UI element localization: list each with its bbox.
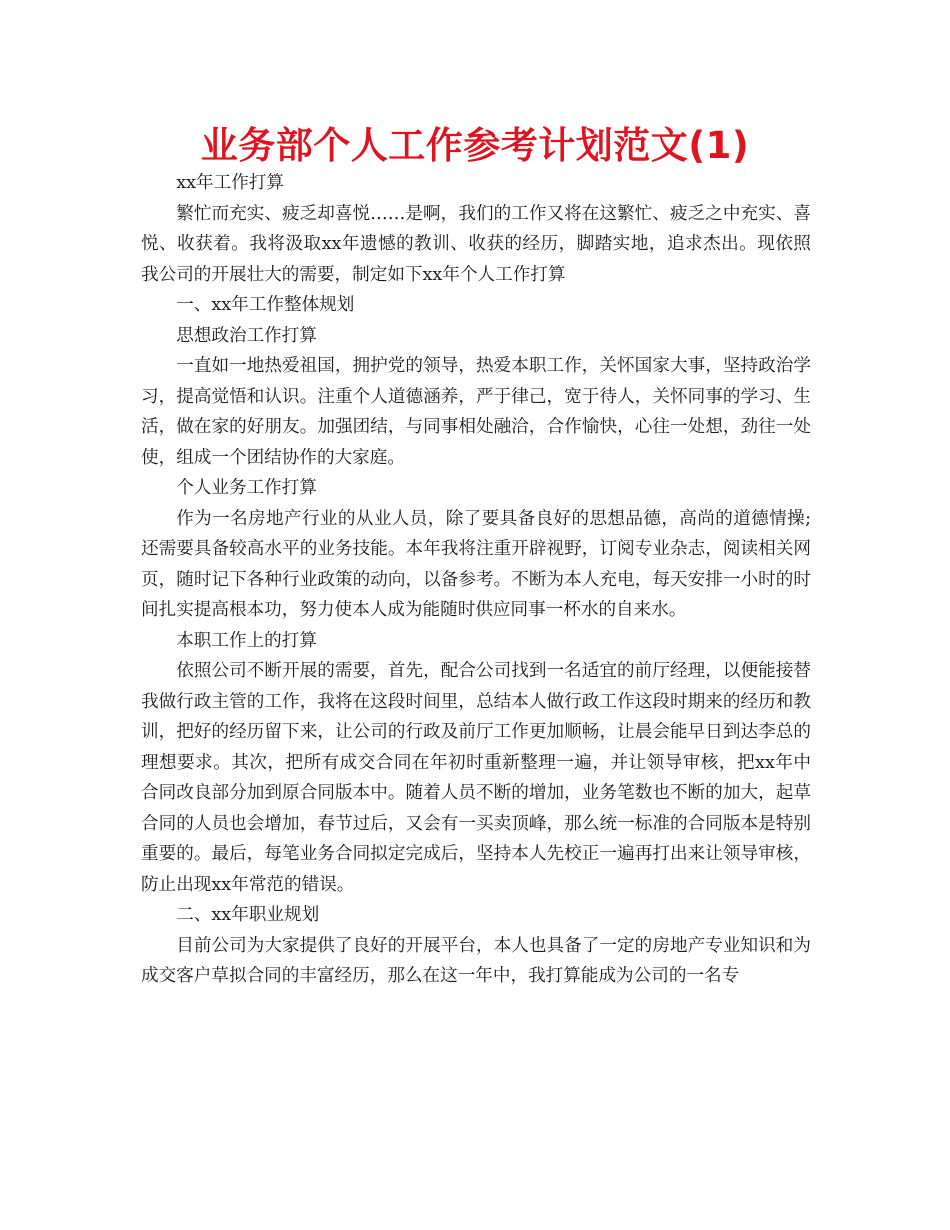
section-heading: 个人业务工作打算 [176, 478, 317, 498]
section-heading: 二、xx年职业规划 [176, 905, 320, 925]
section-heading: xx年工作打算 [176, 173, 285, 193]
document-body [141, 168, 811, 992]
section-heading: 一、xx年工作整体规划 [176, 295, 355, 315]
section-heading: 思想政治工作打算 [176, 325, 317, 346]
document-title: 业务部个人工作参考计划范文(1) [200, 124, 750, 167]
paragraph: 依照公司不断开展的需要，首先，配合公司找到一名适宜的前厅经理，以便能接替我做行政主管的工作，我将在这段时间里，总结本人做行政工作这段时期来的经历和教训，把好的经历留下来，让公司的行政及前厅工作更加顺畅，让晨会能早日到达李总的理想要求。其次，把所有成交合同在年初时重新整理一遍，并让领导审核，把xx年中合同改良部分加到原合同版本中。随着人员不断的增加，业务笔数也不断的加大，起草合同的人员也会增加，春节过后，又会有一买卖顶峰，那么统一标准的合同版本是特别重要的。最后，每笔业务合同拟定完成后，坚持本人先校正一遍再打出来让领导审核，防止出现xx年常范的错误。 [141, 661, 811, 895]
paragraph: 繁忙而充实、疲乏却喜悦……是啊，我们的工作又将在这繁忙、疲乏之中充实、喜悦、收获着。我将汲取xx年遗憾的教训、收获的经历，脚踏实地，追求杰出。现依照我公司的开展壮大的需要，制定如下xx年个人工作打算 [141, 203, 811, 285]
paragraph: 一直如一地热爱祖国，拥护党的领导，热爱本职工作，关怀国家大事，坚持政治学习，提高觉悟和认识。注重个人道德涵养，严于律己，宽于待人，关怀同事的学习、生活，做在家的好朋友。加强团结，与同事相处融洽，合作愉快，心往一处想，劲往一处使，组成一个团结协作的大家庭。 [141, 356, 811, 468]
paragraph: 目前公司为大家提供了良好的开展平台，本人也具备了一定的房地产专业知识和为成交客户草拟合同的丰富经历，那么在这一年中，我打算能成为公司的一名专 [141, 935, 811, 986]
paragraph: 作为一名房地产行业的从业人员，除了要具备良好的思想品德，高尚的道德情操;还需要具备较高水平的业务技能。本年我将注重开辟视野，订阅专业杂志，阅读相关网页，随时记下各种行业政策的动向，以备参考。不断为本人充电，每天安排一小时的时间扎实提高根本功，努力使本人成为能随时供应同事一杯水的自来水。 [141, 508, 811, 620]
section-heading: 本职工作上的打算 [176, 630, 317, 651]
